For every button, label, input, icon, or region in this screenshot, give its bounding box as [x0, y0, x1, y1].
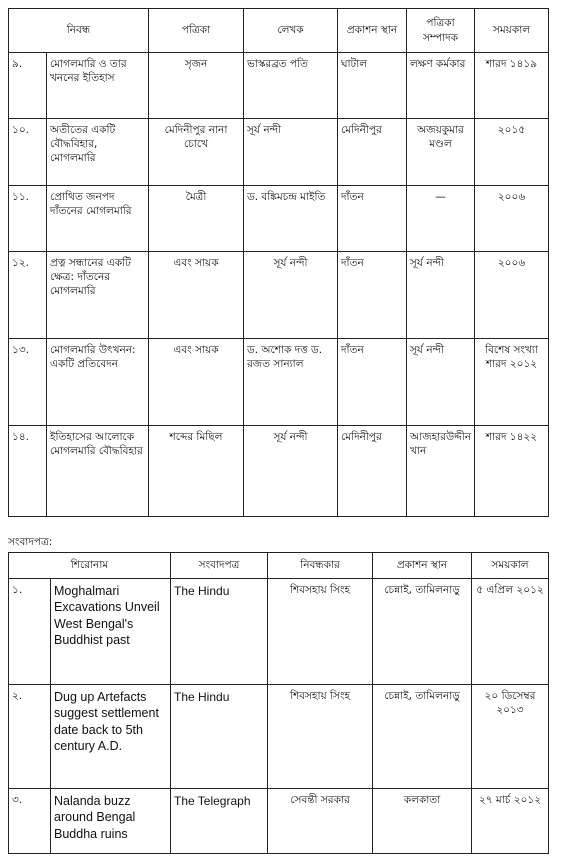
article-title: প্রোথিত জনপদ দাঁতনের মোগলমারি — [47, 186, 149, 252]
newspaper-name: The Hindu — [171, 685, 268, 789]
headline: Dug up Artefacts suggest settlement date back to 5th century A.D. — [51, 685, 171, 789]
headline: Nalanda buzz around Bengal Buddha ruins — [51, 789, 171, 854]
table-row — [9, 685, 549, 789]
header-editor: পত্রিকা সম্পাদক — [407, 9, 475, 53]
period: বিশেষ সংখ্যা শারদ ২০১২ — [475, 339, 549, 426]
article-title: অতীতের একটি বৌদ্ধবিহার, মোগলমারি — [47, 119, 149, 186]
row-number: ৩. — [9, 789, 51, 854]
editor: লক্ষণ কর্মকার — [407, 53, 475, 119]
place: কলকাতা — [373, 789, 472, 854]
journal-articles-table — [8, 8, 549, 517]
header-headline: শিরোনাম — [9, 553, 171, 579]
place: দাঁতন — [338, 252, 407, 339]
newspaper-name: The Hindu — [171, 579, 268, 685]
header-author: লেখক — [244, 9, 338, 53]
period: শারদ ১৪১৯ — [475, 53, 549, 119]
header-writer: নিবন্ধকার — [268, 553, 373, 579]
editor: সূর্য নন্দী — [407, 252, 475, 339]
header-journal: পত্রিকা — [149, 9, 244, 53]
row-number: ১৩. — [9, 339, 47, 426]
writer: শিবসহায় সিংহ — [268, 579, 373, 685]
journal-name: মৈত্রী — [149, 186, 244, 252]
writer: শিবসহায় সিংহ — [268, 685, 373, 789]
period: শারদ ১৪২২ — [475, 426, 549, 517]
place: দাঁতন — [338, 186, 407, 252]
period: ২০১৫ — [475, 119, 549, 186]
author: সূর্য নন্দী — [244, 119, 338, 186]
article-title: ইতিহাসের আলোকে মোগলমারি বৌদ্ধবিহার — [47, 426, 149, 517]
editor: অজয়কুমার মণ্ডল — [407, 119, 475, 186]
period: ৫ এপ্রিল ২০১২ — [472, 579, 549, 685]
author: সূর্য নন্দী — [244, 252, 338, 339]
journal-name: এবং সায়ক — [149, 339, 244, 426]
author: ড. অশোক দত্ত ড. রজত সান্যাল — [244, 339, 338, 426]
author: ভাস্করব্রত পতি — [244, 53, 338, 119]
table-header-row — [9, 9, 549, 53]
newspaper-name: The Telegraph — [171, 789, 268, 854]
article-title: মোগলমারি ও তার খননের ইতিহাস — [47, 53, 149, 119]
newspaper-section-label: সংবাদপত্র: — [8, 536, 53, 548]
row-number: ১০. — [9, 119, 47, 186]
place: দাঁতন — [338, 339, 407, 426]
editor: সূর্য নন্দী — [407, 339, 475, 426]
header-place: প্রকাশন স্থান — [373, 553, 472, 579]
table-row — [9, 789, 549, 854]
period: ২০০৬ — [475, 186, 549, 252]
journal-name: শব্দের মিছিল — [149, 426, 244, 517]
article-title: প্রত্ন সন্ধানের একটি ক্ষেত্র: দাঁতনের মোগলমারি — [47, 252, 149, 339]
journal-name: মেদিনীপুর নানা চোখে — [149, 119, 244, 186]
author: ড. বঙ্কিমচন্দ্র মাইতি — [244, 186, 338, 252]
header-period: সময়কাল — [475, 9, 549, 53]
place: মেদিনীপুর — [338, 119, 407, 186]
journal-name: এবং সায়ক — [149, 252, 244, 339]
journal-name: সৃজন — [149, 53, 244, 119]
place: মেদিনীপুর — [338, 426, 407, 517]
editor: — — [407, 186, 475, 252]
header-newspaper: সংবাদপত্র — [171, 553, 268, 579]
table-row — [9, 53, 549, 119]
row-number: ২. — [9, 685, 51, 789]
period: ২৭ মার্চ ২০১২ — [472, 789, 549, 854]
writer: সেবন্তী সরকার — [268, 789, 373, 854]
row-number: ১১. — [9, 186, 47, 252]
newspaper-articles-table — [8, 552, 549, 854]
header-article: নিবন্ধ — [9, 9, 149, 53]
row-number: ১. — [9, 579, 51, 685]
editor: আজহারউদ্দীন খান — [407, 426, 475, 517]
article-title: মোগলমারি উৎখনন: একটি প্রতিবেদন — [47, 339, 149, 426]
place: চেন্নাই, তামিলনাড়ু — [373, 579, 472, 685]
row-number: ১২. — [9, 252, 47, 339]
table-row — [9, 339, 549, 426]
period: ২০০৬ — [475, 252, 549, 339]
row-number: ১৪. — [9, 426, 47, 517]
header-period: সময়কাল — [472, 553, 549, 579]
author: সূর্য নন্দী — [244, 426, 338, 517]
table-header-row — [9, 553, 549, 579]
row-number: ৯. — [9, 53, 47, 119]
headline: Moghalmari Excavations Unveil West Bengal's Buddhist past — [51, 579, 171, 685]
table-row — [9, 252, 549, 339]
table-row — [9, 119, 549, 186]
table-row — [9, 579, 549, 685]
place: ঘাটাল — [338, 53, 407, 119]
table-row — [9, 426, 549, 517]
period: ২০ ডিসেম্বর ২০১৩ — [472, 685, 549, 789]
table-row — [9, 186, 549, 252]
header-place: প্রকাশন স্থান — [338, 9, 407, 53]
place: চেন্নাই, তামিলনাড়ু — [373, 685, 472, 789]
